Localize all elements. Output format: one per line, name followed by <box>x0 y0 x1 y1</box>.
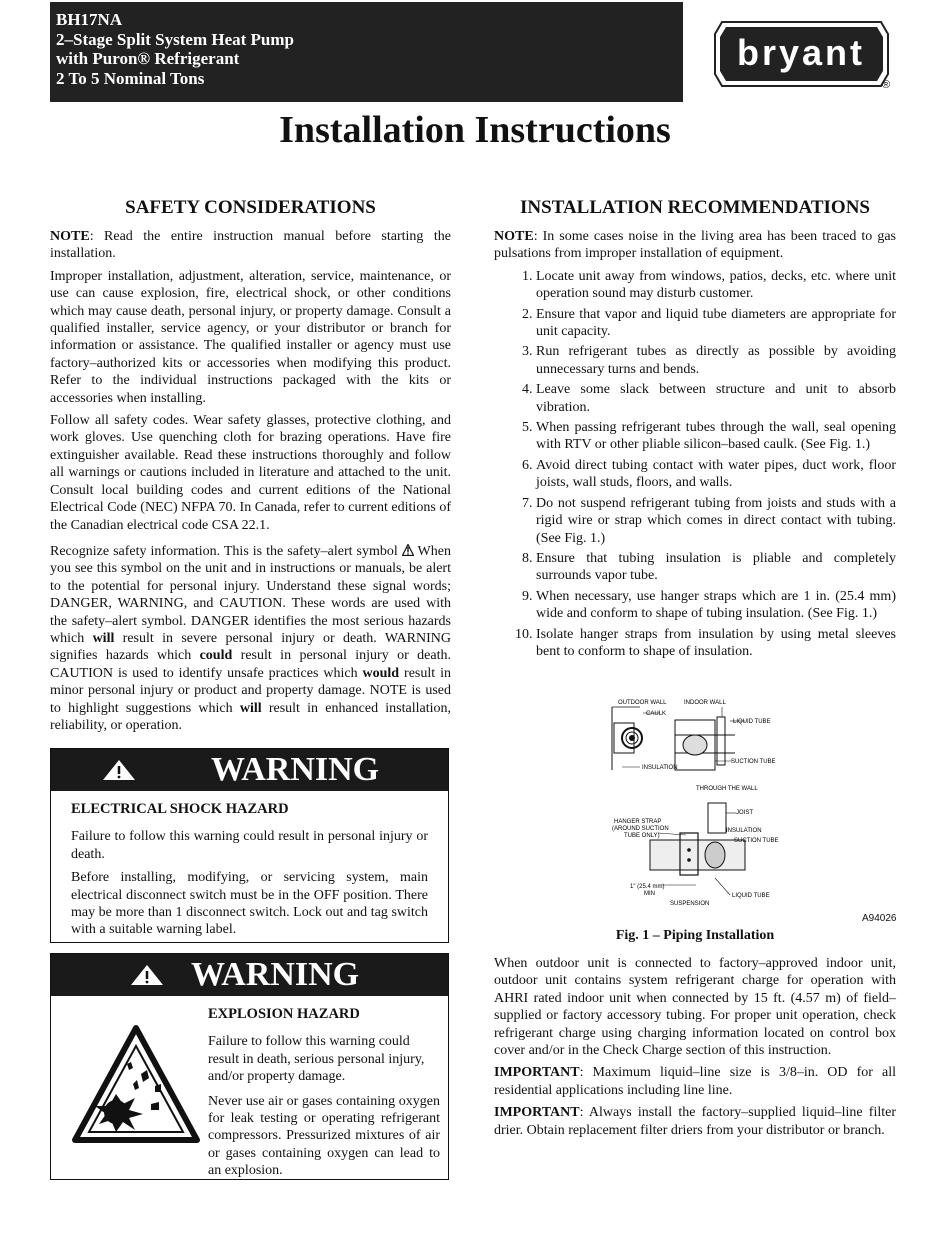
warning-triangle-icon <box>129 964 165 986</box>
product-line-2: 2–Stage Split System Heat Pump <box>56 29 294 49</box>
model-number: BH17NA <box>56 10 123 29</box>
warning-box-explosion <box>50 953 449 1180</box>
label-suction-tube: SUCTION TUBE <box>731 759 776 765</box>
label-caulk: CAULK <box>646 711 667 717</box>
recommendation-item: 6. Avoid direct tubing contact with water pipes, duct work, floor joists, wall studs, floors, and walls. <box>536 457 896 492</box>
recommendation-item: 9. When necessary, use hanger straps which are 1 in. (25.4 mm) wide and conform to shape of tubing insulation. (See Fig. 1.) <box>536 588 896 623</box>
product-header <box>50 2 683 102</box>
recommendation-item: 7. Do not suspend refrigerant tubing from joists and studs with a rigid wire or strap which comes in direct contact with tubing.(See Fig. 1.) <box>536 495 896 547</box>
label-suction-tube-2: SUCTION TUBE <box>734 838 779 844</box>
label-joist: JOIST <box>736 810 754 816</box>
safety-paragraph-2: Follow all safety codes. Wear safety glasses, protective clothing, and work gloves. Use quenching cloth for brazing operations. Have fire extinguisher available. Read these instructions thoroughly and follow all warnings or cautions included in literature and attached to the unit. Consult local building codes and current editions of the National Electrical Code (NEC) NFPA 70. In Canada, refer to current editions of the Canadian electrical code CSA 22.1. <box>50 413 451 533</box>
recommendation-item: 1. Locate unit away from windows, patios, decks, etc. where unit operation sound may disturb customer. <box>536 268 896 303</box>
installation-section <box>494 196 896 666</box>
svg-text:bryant: bryant <box>736 32 866 73</box>
safety-section <box>50 196 451 739</box>
safety-heading: SAFETY CONSIDERATIONS <box>125 197 376 218</box>
recommendation-item: 2. Ensure that vapor and liquid tube diameters are appropriate for unit capacity. <box>536 306 896 341</box>
warning-label: WARNING <box>211 751 380 788</box>
label-outdoor-wall: OUTDOOR WALL <box>618 700 667 706</box>
warning-text-1: Failure to follow this warning could result in personal injury or death. <box>71 829 428 862</box>
label-indoor-wall: INDOOR WALL <box>684 700 726 706</box>
product-line-3: with Puron® Refrigerant <box>56 49 240 68</box>
warning-text-2: Never use air or gases containing oxygen for leak testing or operating refrigerant compressors. Pressurized mixtures of air or gases containing oxygen can lead to an explosion. <box>208 1093 440 1179</box>
label-insulation-2: INSULATION <box>726 828 762 834</box>
product-line-4: 2 To 5 Nominal Tons <box>56 68 205 88</box>
label-hanger-strap: HANGER STRAP <box>614 819 662 825</box>
label-through-the-wall: THROUGH THE WALL <box>696 786 758 792</box>
important-note-1: IMPORTANT: Maximum liquid–line size is 3/8–in. OD for all residential applications including line line. <box>494 1065 896 1098</box>
warning-text-1: Failure to follow this warning could result in death, serious personal injury, and/or property damage. <box>208 1034 425 1085</box>
piping-installation-figure <box>600 695 900 935</box>
label-min-width: 1" (25.4 mm) <box>630 884 665 890</box>
charge-paragraph: When outdoor unit is connected to factory–approved indoor unit, outdoor unit contains system refrigerant charge for operation with AHRI rated indoor unit when connected by 15 ft. (4.57 m) of field–supplied or factory accessory tubing. For proper unit operation, check refrigerant charge using charging information located on control box cover and/or in the Check Charge section of this instruction. <box>494 956 896 1059</box>
warning-text-2: Before installing, modifying, or servicing system, main electrical disconnect switch must be in the OFF position. There may be more than 1 disconnect switch. Lock out and tag switch with a suitable warning label. <box>71 870 428 938</box>
label-hanger-strap-3: TUBE ONLY) <box>624 833 660 839</box>
recommendation-item: 3. Run refrigerant tubes as directly as possible by avoiding unnecessary turns and bends. <box>536 343 896 378</box>
label-hanger-strap-2: (AROUND SUCTION <box>612 826 669 832</box>
recommendation-item: 8. Ensure that tubing insulation is pliable and completely surrounds vapor tube. <box>536 550 896 585</box>
figure-caption: Fig. 1 – Piping Installation <box>615 928 775 943</box>
installation-heading: INSTALLATION RECOMMENDATIONS <box>520 197 870 218</box>
installation-note: NOTE: In some cases noise in the living area has been traced to gas pulsations from improper installation of equipment. <box>494 229 896 262</box>
warning-label: WARNING <box>191 956 360 993</box>
safety-note: NOTE: Read the entire instruction manual before starting the installation. <box>50 229 451 262</box>
charge-section <box>494 955 896 1144</box>
important-note-2: IMPORTANT: Always install the factory–supplied liquid–line filter drier. Obtain replacement filter driers from your distributor or branch. <box>494 1105 896 1138</box>
label-liquid-tube-2: LIQUID TUBE <box>732 893 770 899</box>
warning-subtitle: EXPLOSION HAZARD <box>208 1006 360 1022</box>
safety-paragraph-1: Improper installation, adjustment, alteration, service, maintenance, or use can cause explosion, fire, electrical shock, or other conditions which may cause death, personal injury, or property damage. Consult a qualified installer, service agency, or your distributor or branch for information or assistance. The qualified installer or agency must use factory–authorized kits or accessories when modifying this product. Refer to the individual instructions packaged with the kits or accessories when installing. <box>50 268 451 406</box>
warning-triangle-icon <box>101 759 137 781</box>
label-liquid-tube: LIQUID TUBE <box>733 719 771 725</box>
warning-header <box>51 954 448 996</box>
safety-alert-icon <box>402 544 414 556</box>
warning-subtitle: ELECTRICAL SHOCK HAZARD <box>71 801 289 817</box>
recommendations-list <box>494 268 896 661</box>
label-suspension: SUSPENSION <box>670 901 710 907</box>
recommendation-item: 4. Leave some slack between structure and unit to absorb vibration. <box>536 381 896 416</box>
warning-header <box>51 749 448 791</box>
warning-box-electrical <box>50 748 449 943</box>
logo-registered-mark: ® <box>882 79 891 91</box>
explosion-hazard-icon <box>71 1024 201 1144</box>
bryant-logo <box>714 20 889 88</box>
recommendation-item: 10. Isolate hanger straps from insulation by using metal sleeves bent to conform to shape of insulation. <box>536 626 896 661</box>
label-insulation: INSULATION <box>642 765 678 771</box>
safety-paragraph-3: Recognize safety information. This is the safety–alert symbol When you see this symbol on the unit and in instructions or manuals, be alert to the potential for personal injury. Understand these signal words; DANGER, WARNING, and CAUTION. These words are used with the safety–alert symbol. DANGER identifies the most serious hazards which will result in severe personal injury or death. WARNING signifies hazards which could result in personal injury or death. CAUTION is used to identify unsafe practices which would result in minor personal injury or product and property damage. NOTE is used to highlight suggestions which will result in enhanced installation, reliability, or operation. <box>50 543 451 733</box>
recommendation-item: 5. When passing refrigerant tubes through the wall, seal opening with RTV or other pliable silicon–based caulk. (See Fig. 1.) <box>536 419 896 454</box>
document-title: Installation Instructions <box>279 109 671 151</box>
figure-code: A94026 <box>862 913 897 924</box>
label-min: MIN <box>644 891 655 897</box>
